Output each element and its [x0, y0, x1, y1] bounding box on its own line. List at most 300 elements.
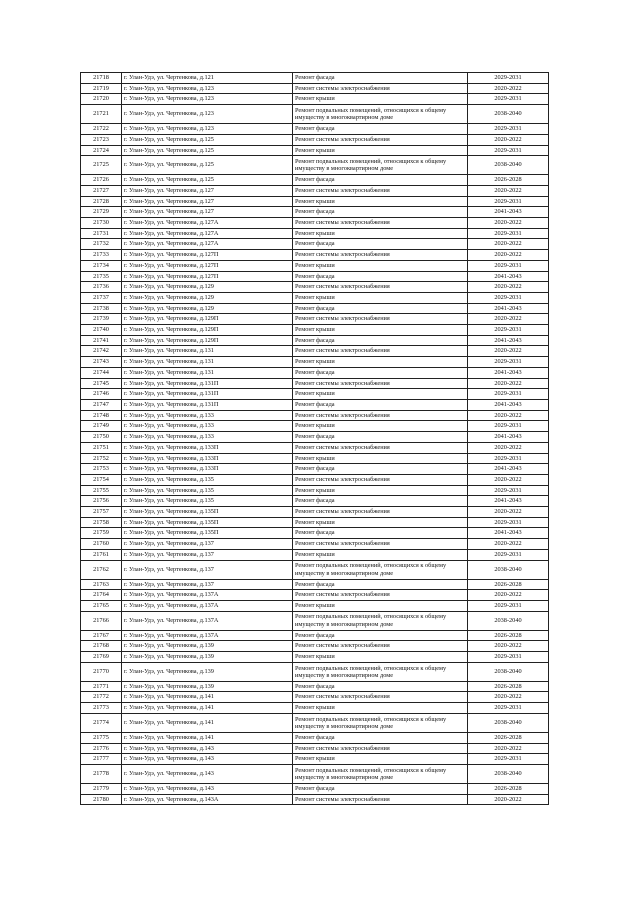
- row-work-type: Ремонт крыши: [293, 94, 468, 105]
- row-address: г. Улан-Удэ, ул. Чертенкова, д.137А: [122, 590, 293, 601]
- row-address: г. Улан-Удэ, ул. Чертенкова, д.137А: [122, 600, 293, 611]
- row-address: г. Улан-Удэ, ул. Чертенкова, д.141: [122, 713, 293, 732]
- row-address: г. Улан-Удэ, ул. Чертенкова, д.127: [122, 185, 293, 196]
- row-period: 2041-2043: [468, 367, 549, 378]
- row-id: 21728: [81, 196, 122, 207]
- row-id: 21766: [81, 611, 122, 630]
- row-period: 2029-2031: [468, 145, 549, 156]
- table-row: [81, 335, 549, 346]
- table-row: [81, 207, 549, 218]
- row-period: 2029-2031: [468, 703, 549, 714]
- row-work-type: Ремонт крыши: [293, 754, 468, 765]
- table-row: [81, 442, 549, 453]
- table-row: [81, 124, 549, 135]
- row-id: 21770: [81, 662, 122, 681]
- row-address: г. Улан-Удэ, ул. Чертенкова, д.141: [122, 692, 293, 703]
- row-id: 21722: [81, 124, 122, 135]
- row-address: г. Улан-Удэ, ул. Чертенкова, д.131: [122, 346, 293, 357]
- row-id: 21727: [81, 185, 122, 196]
- row-id: 21734: [81, 260, 122, 271]
- row-address: г. Улан-Удэ, ул. Чертенкова, д.141: [122, 732, 293, 743]
- row-address: г. Улан-Удэ, ул. Чертенкова, д.137: [122, 579, 293, 590]
- row-work-type: Ремонт подвальных помещений, относящихся к общему имуществу в многоквартирном доме: [293, 611, 468, 630]
- row-period: 2026-2028: [468, 630, 549, 641]
- table-row: [81, 250, 549, 261]
- row-id: 21742: [81, 346, 122, 357]
- row-period: 2020-2022: [468, 185, 549, 196]
- table-row: [81, 528, 549, 539]
- row-address: г. Улан-Удэ, ул. Чертенкова, д.139: [122, 641, 293, 652]
- table-row: [81, 271, 549, 282]
- row-id: 21760: [81, 539, 122, 550]
- row-address: г. Улан-Удэ, ул. Чертенкова, д.135: [122, 474, 293, 485]
- table-row: [81, 421, 549, 432]
- table-row: [81, 692, 549, 703]
- row-id: 21724: [81, 145, 122, 156]
- row-period: 2041-2043: [468, 399, 549, 410]
- row-id: 21769: [81, 652, 122, 663]
- row-address: г. Улан-Удэ, ул. Чертенкова, д.125: [122, 134, 293, 145]
- table-row: [81, 83, 549, 94]
- row-work-type: Ремонт системы электроснабжения: [293, 442, 468, 453]
- row-id: 21755: [81, 485, 122, 496]
- row-work-type: Ремонт системы электроснабжения: [293, 250, 468, 261]
- row-address: г. Улан-Удэ, ул. Чертенкова, д.127А: [122, 239, 293, 250]
- row-address: г. Улан-Удэ, ул. Чертенкова, д.139: [122, 681, 293, 692]
- row-id: 21720: [81, 94, 122, 105]
- table-row: [81, 399, 549, 410]
- row-address: г. Улан-Удэ, ул. Чертенкова, д.139: [122, 662, 293, 681]
- row-address: г. Улан-Удэ, ул. Чертенкова, д.137: [122, 560, 293, 579]
- table-row: [81, 590, 549, 601]
- row-id: 21778: [81, 764, 122, 783]
- row-work-type: Ремонт подвальных помещений, относящихся к общему имуществу в многоквартирном доме: [293, 156, 468, 175]
- row-work-type: Ремонт фасада: [293, 271, 468, 282]
- row-period: 2038-2040: [468, 713, 549, 732]
- row-work-type: Ремонт фасада: [293, 207, 468, 218]
- row-period: 2029-2031: [468, 485, 549, 496]
- row-period: 2020-2022: [468, 282, 549, 293]
- row-period: 2029-2031: [468, 549, 549, 560]
- row-id: 21718: [81, 73, 122, 84]
- row-period: 2041-2043: [468, 464, 549, 475]
- row-work-type: Ремонт системы электроснабжения: [293, 590, 468, 601]
- table-row: [81, 496, 549, 507]
- row-period: 2020-2022: [468, 442, 549, 453]
- row-period: 2026-2028: [468, 783, 549, 794]
- table-row: [81, 713, 549, 732]
- row-period: 2020-2022: [468, 239, 549, 250]
- row-period: 2038-2040: [468, 560, 549, 579]
- row-period: 2029-2031: [468, 517, 549, 528]
- row-period: 2029-2031: [468, 124, 549, 135]
- row-id: 21748: [81, 410, 122, 421]
- row-id: 21723: [81, 134, 122, 145]
- row-id: 21752: [81, 453, 122, 464]
- row-address: г. Улан-Удэ, ул. Чертенкова, д.143: [122, 754, 293, 765]
- row-id: 21756: [81, 496, 122, 507]
- row-address: г. Улан-Удэ, ул. Чертенкова, д.129: [122, 282, 293, 293]
- row-id: 21741: [81, 335, 122, 346]
- row-id: 21765: [81, 600, 122, 611]
- row-address: г. Улан-Удэ, ул. Чертенкова, д.125: [122, 145, 293, 156]
- row-id: 21732: [81, 239, 122, 250]
- row-period: 2020-2022: [468, 743, 549, 754]
- table-row: [81, 611, 549, 630]
- row-work-type: Ремонт крыши: [293, 517, 468, 528]
- row-id: 21768: [81, 641, 122, 652]
- row-work-type: Ремонт системы электроснабжения: [293, 83, 468, 94]
- row-work-type: Ремонт подвальных помещений, относящихся к общему имуществу в многоквартирном доме: [293, 560, 468, 579]
- table-row: [81, 260, 549, 271]
- table-row: [81, 314, 549, 325]
- row-address: г. Улан-Удэ, ул. Чертенкова, д.135П: [122, 517, 293, 528]
- table-row: [81, 600, 549, 611]
- row-id: 21775: [81, 732, 122, 743]
- row-work-type: Ремонт системы электроснабжения: [293, 282, 468, 293]
- row-address: г. Улан-Удэ, ул. Чертенкова, д.133: [122, 421, 293, 432]
- row-period: 2041-2043: [468, 432, 549, 443]
- table-row: [81, 185, 549, 196]
- row-work-type: Ремонт подвальных помещений, относящихся к общему имуществу в многоквартирном доме: [293, 764, 468, 783]
- row-address: г. Улан-Удэ, ул. Чертенкова, д.123: [122, 124, 293, 135]
- row-work-type: Ремонт системы электроснабжения: [293, 346, 468, 357]
- row-work-type: Ремонт крыши: [293, 196, 468, 207]
- row-id: 21735: [81, 271, 122, 282]
- row-period: 2041-2043: [468, 303, 549, 314]
- row-work-type: Ремонт фасада: [293, 528, 468, 539]
- table-row: [81, 378, 549, 389]
- row-period: 2020-2022: [468, 692, 549, 703]
- row-work-type: Ремонт фасада: [293, 681, 468, 692]
- row-id: 21751: [81, 442, 122, 453]
- row-work-type: Ремонт системы электроснабжения: [293, 378, 468, 389]
- row-id: 21753: [81, 464, 122, 475]
- row-id: 21745: [81, 378, 122, 389]
- row-address: г. Улан-Удэ, ул. Чертенкова, д.135П: [122, 528, 293, 539]
- row-work-type: Ремонт крыши: [293, 357, 468, 368]
- table-row: [81, 764, 549, 783]
- row-id: 21731: [81, 228, 122, 239]
- row-id: 21761: [81, 549, 122, 560]
- table-row: [81, 156, 549, 175]
- row-work-type: Ремонт подвальных помещений, относящихся к общему имуществу в многоквартирном доме: [293, 662, 468, 681]
- row-work-type: Ремонт фасада: [293, 239, 468, 250]
- row-period: 2020-2022: [468, 83, 549, 94]
- row-period: 2020-2022: [468, 218, 549, 229]
- row-period: 2041-2043: [468, 335, 549, 346]
- row-id: 21757: [81, 507, 122, 518]
- row-work-type: Ремонт крыши: [293, 652, 468, 663]
- row-work-type: Ремонт фасада: [293, 464, 468, 475]
- row-period: 2038-2040: [468, 611, 549, 630]
- row-id: 21767: [81, 630, 122, 641]
- row-period: 2026-2028: [468, 732, 549, 743]
- row-address: г. Улан-Удэ, ул. Чертенкова, д.133П: [122, 453, 293, 464]
- row-address: г. Улан-Удэ, ул. Чертенкова, д.127П: [122, 260, 293, 271]
- row-id: 21780: [81, 794, 122, 805]
- table-row: [81, 579, 549, 590]
- row-id: 21733: [81, 250, 122, 261]
- row-id: 21750: [81, 432, 122, 443]
- document-page: [80, 72, 549, 805]
- row-work-type: Ремонт крыши: [293, 703, 468, 714]
- row-address: г. Улан-Удэ, ул. Чертенкова, д.123: [122, 83, 293, 94]
- row-work-type: Ремонт фасада: [293, 496, 468, 507]
- row-id: 21736: [81, 282, 122, 293]
- row-period: 2029-2031: [468, 421, 549, 432]
- row-period: 2020-2022: [468, 314, 549, 325]
- row-period: 2029-2031: [468, 754, 549, 765]
- row-id: 21773: [81, 703, 122, 714]
- row-id: 21776: [81, 743, 122, 754]
- row-address: г. Улан-Удэ, ул. Чертенкова, д.137А: [122, 630, 293, 641]
- table-row: [81, 743, 549, 754]
- row-address: г. Улан-Удэ, ул. Чертенкова, д.123: [122, 105, 293, 124]
- row-address: г. Улан-Удэ, ул. Чертенкова, д.133: [122, 410, 293, 421]
- row-period: 2020-2022: [468, 346, 549, 357]
- table-row: [81, 196, 549, 207]
- row-period: 2020-2022: [468, 507, 549, 518]
- row-address: г. Улан-Удэ, ул. Чертенкова, д.127А: [122, 228, 293, 239]
- row-period: 2029-2031: [468, 94, 549, 105]
- table-row: [81, 703, 549, 714]
- row-period: 2029-2031: [468, 453, 549, 464]
- row-period: 2026-2028: [468, 579, 549, 590]
- row-work-type: Ремонт крыши: [293, 228, 468, 239]
- row-period: 2041-2043: [468, 207, 549, 218]
- row-work-type: Ремонт системы электроснабжения: [293, 134, 468, 145]
- row-address: г. Улан-Удэ, ул. Чертенкова, д.129: [122, 303, 293, 314]
- row-period: 2038-2040: [468, 662, 549, 681]
- row-work-type: Ремонт системы электроснабжения: [293, 539, 468, 550]
- table-row: [81, 218, 549, 229]
- row-address: г. Улан-Удэ, ул. Чертенкова, д.143: [122, 764, 293, 783]
- row-work-type: Ремонт фасада: [293, 783, 468, 794]
- row-period: 2041-2043: [468, 496, 549, 507]
- repair-schedule-table: [80, 72, 549, 805]
- row-address: г. Улан-Удэ, ул. Чертенкова, д.135: [122, 485, 293, 496]
- row-address: г. Улан-Удэ, ул. Чертенкова, д.125: [122, 175, 293, 186]
- table-row: [81, 630, 549, 641]
- row-work-type: Ремонт крыши: [293, 485, 468, 496]
- row-address: г. Улан-Удэ, ул. Чертенкова, д.135: [122, 496, 293, 507]
- row-period: 2029-2031: [468, 325, 549, 336]
- row-period: 2041-2043: [468, 271, 549, 282]
- row-period: 2038-2040: [468, 156, 549, 175]
- row-period: 2041-2043: [468, 528, 549, 539]
- row-period: 2029-2031: [468, 260, 549, 271]
- table-row: [81, 732, 549, 743]
- table-row: [81, 389, 549, 400]
- row-id: 21740: [81, 325, 122, 336]
- row-address: г. Улан-Удэ, ул. Чертенкова, д.129П: [122, 335, 293, 346]
- table-row: [81, 367, 549, 378]
- row-work-type: Ремонт системы электроснабжения: [293, 641, 468, 652]
- row-work-type: Ремонт системы электроснабжения: [293, 218, 468, 229]
- table-row: [81, 681, 549, 692]
- row-work-type: Ремонт системы электроснабжения: [293, 314, 468, 325]
- row-id: 21762: [81, 560, 122, 579]
- row-address: г. Улан-Удэ, ул. Чертенкова, д.121: [122, 73, 293, 84]
- row-id: 21771: [81, 681, 122, 692]
- table-row: [81, 464, 549, 475]
- row-address: г. Улан-Удэ, ул. Чертенкова, д.127: [122, 196, 293, 207]
- row-period: 2029-2031: [468, 357, 549, 368]
- row-period: 2026-2028: [468, 175, 549, 186]
- row-period: 2029-2031: [468, 228, 549, 239]
- table-row: [81, 539, 549, 550]
- row-id: 21737: [81, 292, 122, 303]
- row-address: г. Улан-Удэ, ул. Чертенкова, д.127П: [122, 271, 293, 282]
- row-address: г. Улан-Удэ, ул. Чертенкова, д.143: [122, 783, 293, 794]
- row-work-type: Ремонт фасада: [293, 732, 468, 743]
- row-period: 2038-2040: [468, 105, 549, 124]
- row-address: г. Улан-Удэ, ул. Чертенкова, д.123: [122, 94, 293, 105]
- table-row: [81, 507, 549, 518]
- table-body: [81, 73, 549, 805]
- row-address: г. Улан-Удэ, ул. Чертенкова, д.133: [122, 432, 293, 443]
- row-address: г. Улан-Удэ, ул. Чертенкова, д.129П: [122, 325, 293, 336]
- row-id: 21779: [81, 783, 122, 794]
- table-row: [81, 560, 549, 579]
- row-period: 2026-2028: [468, 681, 549, 692]
- row-address: г. Улан-Удэ, ул. Чертенкова, д.129: [122, 292, 293, 303]
- row-work-type: Ремонт крыши: [293, 389, 468, 400]
- table-row: [81, 134, 549, 145]
- row-id: 21725: [81, 156, 122, 175]
- row-work-type: Ремонт системы электроснабжения: [293, 743, 468, 754]
- row-work-type: Ремонт крыши: [293, 421, 468, 432]
- row-work-type: Ремонт крыши: [293, 549, 468, 560]
- row-period: 2020-2022: [468, 134, 549, 145]
- table-row: [81, 474, 549, 485]
- row-period: 2029-2031: [468, 73, 549, 84]
- row-address: г. Улан-Удэ, ул. Чертенкова, д.143: [122, 743, 293, 754]
- row-id: 21754: [81, 474, 122, 485]
- row-id: 21721: [81, 105, 122, 124]
- row-period: 2020-2022: [468, 539, 549, 550]
- row-id: 21729: [81, 207, 122, 218]
- row-work-type: Ремонт крыши: [293, 292, 468, 303]
- row-work-type: Ремонт фасада: [293, 399, 468, 410]
- row-id: 21726: [81, 175, 122, 186]
- row-address: г. Улан-Удэ, ул. Чертенкова, д.133П: [122, 442, 293, 453]
- row-period: 2020-2022: [468, 794, 549, 805]
- table-row: [81, 641, 549, 652]
- row-work-type: Ремонт фасада: [293, 579, 468, 590]
- row-id: 21746: [81, 389, 122, 400]
- table-row: [81, 325, 549, 336]
- row-address: г. Улан-Удэ, ул. Чертенкова, д.131: [122, 367, 293, 378]
- table-row: [81, 228, 549, 239]
- row-work-type: Ремонт подвальных помещений, относящихся к общему имуществу в многоквартирном доме: [293, 713, 468, 732]
- table-row: [81, 73, 549, 84]
- row-work-type: Ремонт фасада: [293, 335, 468, 346]
- table-row: [81, 432, 549, 443]
- row-work-type: Ремонт системы электроснабжения: [293, 794, 468, 805]
- row-work-type: Ремонт фасада: [293, 367, 468, 378]
- table-row: [81, 794, 549, 805]
- row-address: г. Улан-Удэ, ул. Чертенкова, д.133П: [122, 464, 293, 475]
- table-row: [81, 292, 549, 303]
- row-address: г. Улан-Удэ, ул. Чертенкова, д.131П: [122, 389, 293, 400]
- row-address: г. Улан-Удэ, ул. Чертенкова, д.127А: [122, 218, 293, 229]
- row-id: 21758: [81, 517, 122, 528]
- table-row: [81, 105, 549, 124]
- row-address: г. Улан-Удэ, ул. Чертенкова, д.125: [122, 156, 293, 175]
- row-period: 2029-2031: [468, 196, 549, 207]
- row-work-type: Ремонт системы электроснабжения: [293, 692, 468, 703]
- row-work-type: Ремонт подвальных помещений, относящихся к общему имуществу в многоквартирном доме: [293, 105, 468, 124]
- row-address: г. Улан-Удэ, ул. Чертенкова, д.141: [122, 703, 293, 714]
- row-address: г. Улан-Удэ, ул. Чертенкова, д.139: [122, 652, 293, 663]
- row-work-type: Ремонт системы электроснабжения: [293, 474, 468, 485]
- row-id: 21739: [81, 314, 122, 325]
- row-period: 2020-2022: [468, 378, 549, 389]
- row-id: 21744: [81, 367, 122, 378]
- row-period: 2038-2040: [468, 764, 549, 783]
- row-id: 21738: [81, 303, 122, 314]
- row-id: 21730: [81, 218, 122, 229]
- row-work-type: Ремонт фасада: [293, 432, 468, 443]
- row-address: г. Улан-Удэ, ул. Чертенкова, д.137: [122, 539, 293, 550]
- table-row: [81, 175, 549, 186]
- row-work-type: Ремонт крыши: [293, 453, 468, 464]
- row-period: 2029-2031: [468, 600, 549, 611]
- row-period: 2020-2022: [468, 590, 549, 601]
- table-row: [81, 549, 549, 560]
- row-id: 21774: [81, 713, 122, 732]
- row-id: 21772: [81, 692, 122, 703]
- row-work-type: Ремонт фасада: [293, 630, 468, 641]
- row-period: 2029-2031: [468, 389, 549, 400]
- row-address: г. Улан-Удэ, ул. Чертенкова, д.135П: [122, 507, 293, 518]
- row-address: г. Улан-Удэ, ул. Чертенкова, д.129П: [122, 314, 293, 325]
- row-period: 2020-2022: [468, 641, 549, 652]
- table-row: [81, 485, 549, 496]
- row-period: 2029-2031: [468, 652, 549, 663]
- row-work-type: Ремонт фасада: [293, 303, 468, 314]
- row-id: 21759: [81, 528, 122, 539]
- table-row: [81, 754, 549, 765]
- row-period: 2020-2022: [468, 474, 549, 485]
- row-address: г. Улан-Удэ, ул. Чертенкова, д.127П: [122, 250, 293, 261]
- row-address: г. Улан-Удэ, ул. Чертенкова, д.127: [122, 207, 293, 218]
- table-row: [81, 357, 549, 368]
- table-row: [81, 145, 549, 156]
- row-period: 2020-2022: [468, 250, 549, 261]
- row-id: 21719: [81, 83, 122, 94]
- table-row: [81, 303, 549, 314]
- row-address: г. Улан-Удэ, ул. Чертенкова, д.131П: [122, 378, 293, 389]
- table-row: [81, 453, 549, 464]
- row-id: 21777: [81, 754, 122, 765]
- table-row: [81, 517, 549, 528]
- row-address: г. Улан-Удэ, ул. Чертенкова, д.131П: [122, 399, 293, 410]
- table-row: [81, 662, 549, 681]
- table-row: [81, 783, 549, 794]
- row-address: г. Улан-Удэ, ул. Чертенкова, д.131: [122, 357, 293, 368]
- row-work-type: Ремонт фасада: [293, 124, 468, 135]
- row-id: 21749: [81, 421, 122, 432]
- row-address: г. Улан-Удэ, ул. Чертенкова, д.137А: [122, 611, 293, 630]
- row-work-type: Ремонт фасада: [293, 73, 468, 84]
- row-id: 21764: [81, 590, 122, 601]
- row-work-type: Ремонт системы электроснабжения: [293, 507, 468, 518]
- row-address: г. Улан-Удэ, ул. Чертенкова, д.137: [122, 549, 293, 560]
- row-work-type: Ремонт крыши: [293, 600, 468, 611]
